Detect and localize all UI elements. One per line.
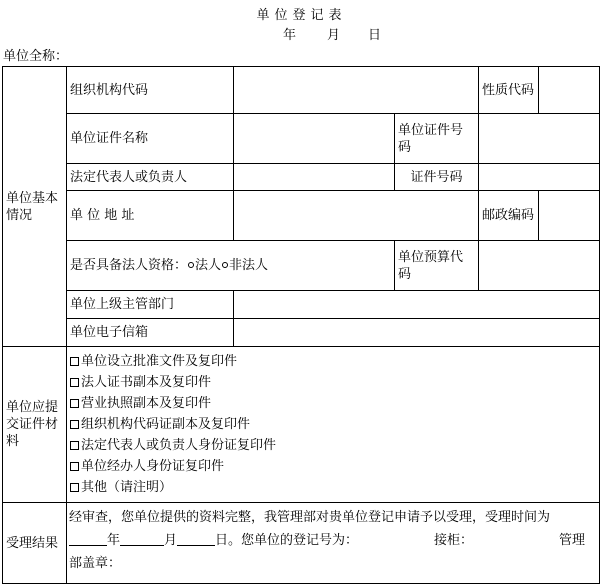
checkbox-icon[interactable] bbox=[70, 399, 79, 408]
doc-item[interactable]: 营业执照副本及复印件 bbox=[70, 393, 596, 414]
legal-status-label: 是否具备法人资格： bbox=[70, 258, 188, 273]
cert-no-field[interactable] bbox=[479, 114, 600, 164]
registration-table bbox=[2, 66, 600, 584]
postcode-field[interactable] bbox=[539, 191, 600, 241]
result-date-line: 年 月 日。您单位的登记号为： 接柜： 管理 bbox=[69, 532, 597, 549]
mgmt-label: 管理 bbox=[559, 533, 586, 548]
section-docs-label: 单位应提交证件材料 bbox=[3, 347, 67, 503]
superior-dept-label: 单位上级主管部门 bbox=[67, 291, 234, 319]
cert-no-label: 单位证件号码 bbox=[395, 114, 479, 164]
checkbox-icon[interactable] bbox=[70, 357, 79, 366]
doc-item[interactable]: 其他（请注明） bbox=[70, 477, 596, 498]
radio-legal-no-icon[interactable] bbox=[222, 262, 228, 268]
email-field[interactable] bbox=[234, 319, 600, 347]
section-basic-label: 单位基本情况 bbox=[3, 67, 67, 347]
postcode-label: 邮政编码 bbox=[479, 191, 539, 241]
nature-code-label: 性质代码 bbox=[479, 67, 539, 114]
legal-rep-field[interactable] bbox=[234, 164, 395, 191]
year-blank[interactable] bbox=[69, 532, 107, 546]
legal-status-cell bbox=[67, 241, 395, 291]
checkbox-icon[interactable] bbox=[70, 420, 79, 429]
cert-name-label: 单位证件名称 bbox=[67, 114, 234, 164]
superior-dept-field[interactable] bbox=[234, 291, 600, 319]
doc-item[interactable]: 单位设立批准文件及复印件 bbox=[70, 351, 596, 372]
budget-code-label: 单位预算代码 bbox=[395, 241, 479, 291]
cert-name-field[interactable] bbox=[234, 114, 395, 164]
budget-code-field[interactable] bbox=[479, 241, 600, 291]
result-statement: 经审查，您单位提供的资料完整，我管理部对贵单位登记申请予以受理，受理时间为 bbox=[69, 510, 551, 525]
legal-option-no: 非法人 bbox=[229, 258, 269, 273]
form-title: 单位登记表 bbox=[256, 8, 347, 23]
legal-rep-label: 法定代表人或负责人 bbox=[67, 164, 234, 191]
doc-item[interactable]: 单位经办人身份证复印件 bbox=[70, 456, 596, 477]
nature-code-field[interactable] bbox=[539, 67, 600, 114]
section-result-label: 受理结果 bbox=[3, 503, 67, 584]
date-line bbox=[0, 24, 603, 43]
month-blank[interactable] bbox=[120, 532, 164, 546]
doc-item[interactable]: 法人证书副本及复印件 bbox=[70, 372, 596, 393]
id-no-label: 证件号码 bbox=[395, 164, 479, 191]
email-label: 单位电子信箱 bbox=[67, 319, 234, 347]
checkbox-icon[interactable] bbox=[70, 483, 79, 492]
doc-item[interactable]: 法定代表人或负责人身份证复印件 bbox=[70, 435, 596, 456]
org-code-label: 组织机构代码 bbox=[67, 67, 234, 114]
checkbox-icon[interactable] bbox=[70, 462, 79, 471]
checkbox-icon[interactable] bbox=[70, 378, 79, 387]
legal-option-yes: 法人 bbox=[195, 258, 222, 273]
year-label: 年 bbox=[283, 28, 297, 43]
unit-full-name-label: 单位全称： bbox=[3, 49, 69, 64]
day-label: 日 bbox=[368, 28, 382, 43]
address-field[interactable] bbox=[234, 191, 479, 241]
counter-label: 接柜： bbox=[434, 533, 474, 548]
radio-legal-yes-icon[interactable] bbox=[188, 262, 194, 268]
address-label: 单 位 地 址 bbox=[67, 191, 234, 241]
seal-label: 部盖章： bbox=[69, 556, 122, 571]
checkbox-icon[interactable] bbox=[70, 441, 79, 450]
doc-item[interactable]: 组织机构代码证副本及复印件 bbox=[70, 414, 596, 435]
docs-list bbox=[67, 347, 600, 503]
day-blank[interactable] bbox=[177, 532, 215, 546]
result-cell bbox=[67, 503, 600, 584]
month-label: 月 bbox=[327, 28, 341, 43]
id-no-field[interactable] bbox=[479, 164, 600, 191]
org-code-field[interactable] bbox=[234, 67, 479, 114]
